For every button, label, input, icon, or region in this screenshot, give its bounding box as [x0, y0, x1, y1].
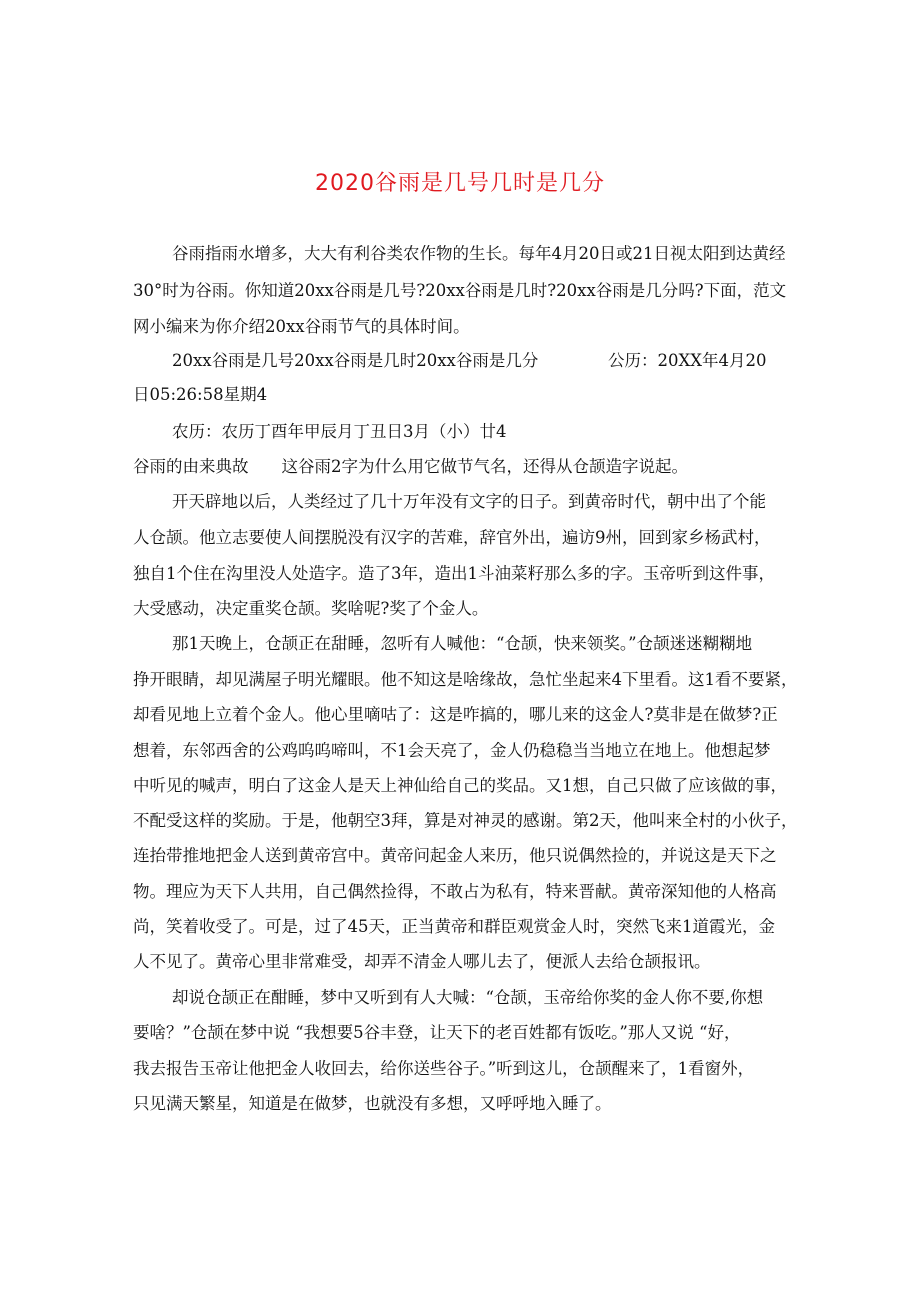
text-line: 独自1个住在沟里没人处造字。造了3年，造出1斗油菜籽那么多的字。玉帝听到这件事， — [133, 564, 775, 583]
text-line: 那1天晚上，仓颉正在甜睡，忽听有人喊他：“仓颉，快来领奖。”仓颉迷迷糊糊地 — [172, 634, 753, 653]
text-line: 连抬带推地把金人送到黄帝宫中。黄帝问起金人来历，他只说偶然捡的，并说这是天下之 — [133, 846, 777, 865]
text-line: 开天辟地以后，人类经过了几十万年没有文字的日子。到黄帝时代，朝中出了个能 — [172, 492, 766, 511]
text-line: 人不见了。黄帝心里非常难受，却弄不清金人哪儿去了，便派人去给仓颉报讯。 — [133, 952, 711, 971]
text-line: 物。理应为天下人共用，自己偶然捡得，不敢占为私有，特来晋献。黄帝深知他的人格高 — [133, 882, 777, 901]
text-line: 却说仓颉正在酣睡，梦中又听到有人大喊：“仓颉，玉帝给你奖的金人你不要,你想 — [172, 988, 764, 1007]
text-line: 日05:26:58星期4 — [133, 385, 268, 404]
document-title: 2020谷雨是几号几时是几分 — [315, 171, 605, 196]
text-line: 只见满天繁星，知道是在做梦，也就没有多想，又呼呼地入睡了。 — [133, 1094, 612, 1113]
solar-date-label: 公历：20XX年4月20 — [608, 351, 767, 370]
text-line: 20xx谷雨是几号20xx谷雨是几时20xx谷雨是几分 — [172, 351, 539, 370]
text-line: 谷雨的由来典故 这谷雨2字为什么用它做节气名，还得从仓颉造字说起。 — [133, 457, 688, 476]
text-line: 却看见地上立着个金人。他心里嘀咕了：这是咋搞的，哪儿来的这金人?莫非是在做梦?正 — [133, 705, 778, 724]
text-line: 想着，东邻西舍的公鸡呜呜啼叫，不1会天亮了，金人仍稳稳当当地立在地上。他想起梦 — [133, 741, 771, 760]
text-line: 尚，笑着收受了。可是，过了45天，正当黄帝和群臣观赏金人时，突然飞来1道霞光，金 — [133, 917, 775, 936]
text-line: 中听见的喊声，明白了这金人是天上神仙给自己的奖品。又1想，自己只做了应该做的事， — [133, 776, 787, 795]
text-line: 网小编来为你介绍20xx谷雨节气的具体时间。 — [133, 317, 470, 336]
text-line: 要啥？”仓颉在梦中说 “我想要5谷丰登，让天下的老百姓都有饭吃。”那人又说 “好， — [133, 1023, 741, 1042]
text-line: 人仓颉。他立志要使人间摆脱没有汉字的苦难，辞官外出，遍访9州，回到家乡杨武村， — [133, 528, 771, 547]
text-line: 30°时为谷雨。你知道20xx谷雨是几号?20xx谷雨是几时?20xx谷雨是几分吗?下面，范文 — [133, 281, 787, 300]
text-line: 我去报告玉帝让他把金人收回去，给你送些谷子。”听到这儿，仓颉醒来了，1看窗外， — [133, 1059, 755, 1078]
text-line: 不配受这样的奖励。于是，他朝空3拜，算是对神灵的感谢。第2天，他叫来全村的小伙子， — [133, 811, 798, 830]
text-line: 大受感动，决定重奖仓颉。奖啥呢?奖了个金人。 — [133, 599, 489, 618]
text-line: 农历：农历丁酉年甲辰月丁丑日3月（小）廿4 — [172, 422, 507, 441]
text-line: 挣开眼睛，却见满屋子明光耀眼。他不知这是啥缘故，急忙坐起来4下里看。这1看不要紧， — [133, 670, 798, 689]
text-line: 谷雨指雨水增多，大大有利谷类农作物的生长。每年4月20日或21日视太阳到达黄经 — [172, 244, 786, 263]
